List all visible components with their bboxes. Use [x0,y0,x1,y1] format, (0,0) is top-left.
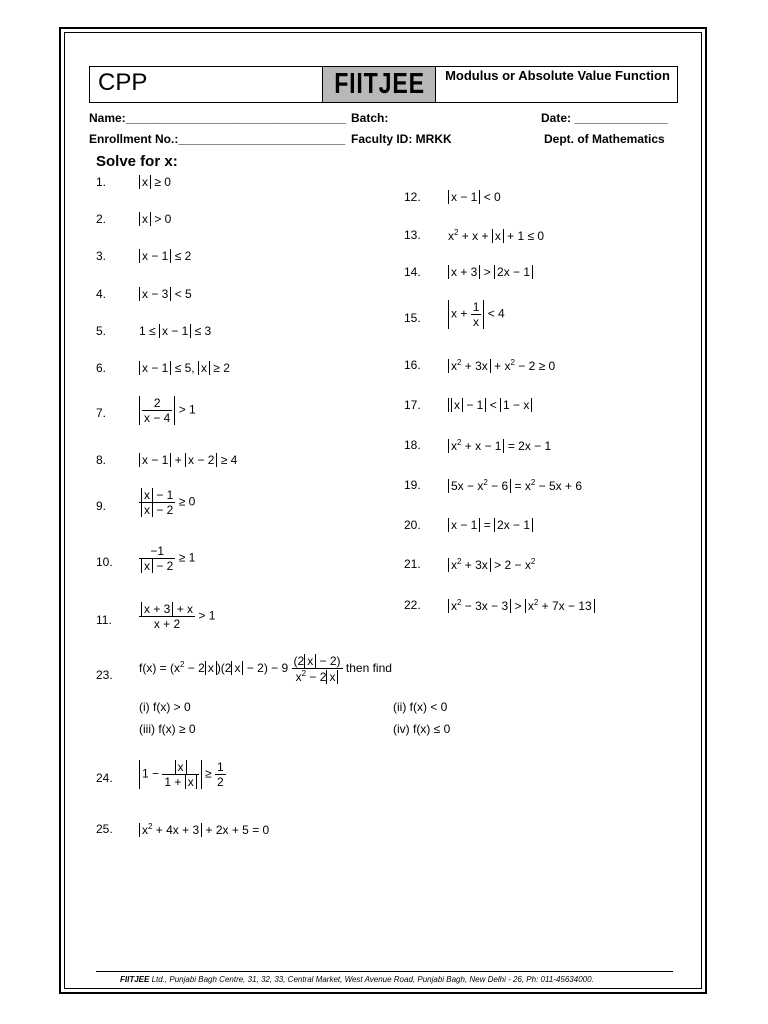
fiitjee-logo: FIITJEE [322,67,436,102]
math-expression: x + $\frac{1}{x}$ < 4 [448,300,505,329]
faculty-id: Faculty ID: MRKK [351,132,452,146]
question-number: 1. [96,175,107,189]
math-expression: $x^2 + x + x + 1 \le 0$ [448,228,545,243]
math-expression: x − 1 = 2x − 1 [448,518,533,532]
math-expression: $\frac{2}{x - 4}$ > 1 [139,396,196,425]
question-number: 14. [404,265,421,279]
math-expression: $5x - x^2 - 6 = x^2 - 5x + 6$ [448,478,582,493]
math-expression: $\frac{x + 3 + x}{x + 2}$ > 1 [139,602,215,631]
question-number: 7. [96,406,107,420]
question-number: 19. [404,478,421,492]
math-expression: x ≥ 0 [139,175,171,189]
question-number: 3. [96,249,107,263]
math-expression: x + 3 > 2x − 1 [448,265,533,279]
name-field: Name:_________________________________ [89,111,346,125]
footer-rule [96,971,673,972]
question-number: 21. [404,557,421,571]
math-expression: $x^2 - 3x - 3 > x^2 + 7x - 13$ [448,598,595,613]
header-box [89,66,678,103]
math-expression: $\frac{-1}{x - 2}$ ≥ 1 [139,544,195,573]
math-expression: x − 1 ≤ 2 [139,249,191,263]
question-number: 25. [96,822,113,836]
math-expression: x > 0 [139,212,171,226]
date-field: Date: ______________ [541,111,668,125]
math-expression: x − 1 ≤ 5, x ≥ 2 [139,361,230,375]
math-expression: 1 − $\frac{x}{1 + x}$ ≥ $\frac{1}{2}$ [139,760,226,789]
math-expression: $x^2 + 3x + x^2 - 2 \ge 0$ [448,358,555,373]
math-expression: $f(x) = (x^2 - 2$ x )(2 x − 2) − 9 $\frac{(2 x - 2)}{x^2 - 2 x}$ then find [139,654,392,684]
question-number: 24. [96,771,113,785]
question-number: 17. [404,398,421,412]
q23-part-i: (i) f(x) > 0 [139,700,191,714]
math-expression: x − 1 < 1 − x [448,398,532,412]
footer-address: FIITJEE Ltd., Punjabi Bagh Centre, 31, 32, 33, Central Market, West Avenue Road, Punjabi Bagh, New Delhi - 26, Ph: 011-45634000. [120,975,594,984]
q23-part-iii: (iii) f(x) ≥ 0 [139,722,196,736]
question-number: 15. [404,311,421,325]
question-number: 10. [96,555,113,569]
question-number: 8. [96,453,107,467]
question-number: 20. [404,518,421,532]
question-number: 9. [96,499,107,513]
question-number: 18. [404,438,421,452]
question-number: 12. [404,190,421,204]
question-number: 4. [96,287,107,301]
q23-part-iv: (iv) f(x) ≤ 0 [393,722,451,736]
question-number: 11. [96,613,112,627]
q23-part-ii: (ii) f(x) < 0 [393,700,448,714]
q23-tail: then find [345,661,392,676]
department: Dept. of Mathematics [544,132,665,146]
math-expression: x − 1 + x − 2 ≥ 4 [139,453,237,467]
math-expression: x − 1 < 0 [448,190,501,204]
math-expression: $x^2 + 4x + 3 + 2x + 5 = 0$ [139,822,269,837]
section-heading: Solve for x: [96,153,178,170]
question-number: 13. [404,228,421,242]
enrollment-field: Enrollment No.:_________________________ [89,132,346,146]
question-number: 23. [96,668,113,682]
math-expression: $x^2 + 3x > 2 - x^2$ [448,557,535,572]
math-expression: $x^2 + x - 1 = 2x - 1$ [448,438,551,453]
question-number: 22. [404,598,421,612]
math-expression: x − 3 < 5 [139,287,192,301]
question-number: 6. [96,361,107,375]
math-expression: $\frac{x - 1}{x - 2}$ ≥ 0 [139,488,195,517]
header-code: CPP [98,69,148,96]
batch-field: Batch: [351,111,389,125]
question-number: 5. [96,324,107,338]
math-expression: 1 ≤ x − 1 ≤ 3 [139,324,212,338]
header-topic: Modulus or Absolute Value Function [445,68,670,83]
question-number: 2. [96,212,107,226]
question-number: 16. [404,358,421,372]
